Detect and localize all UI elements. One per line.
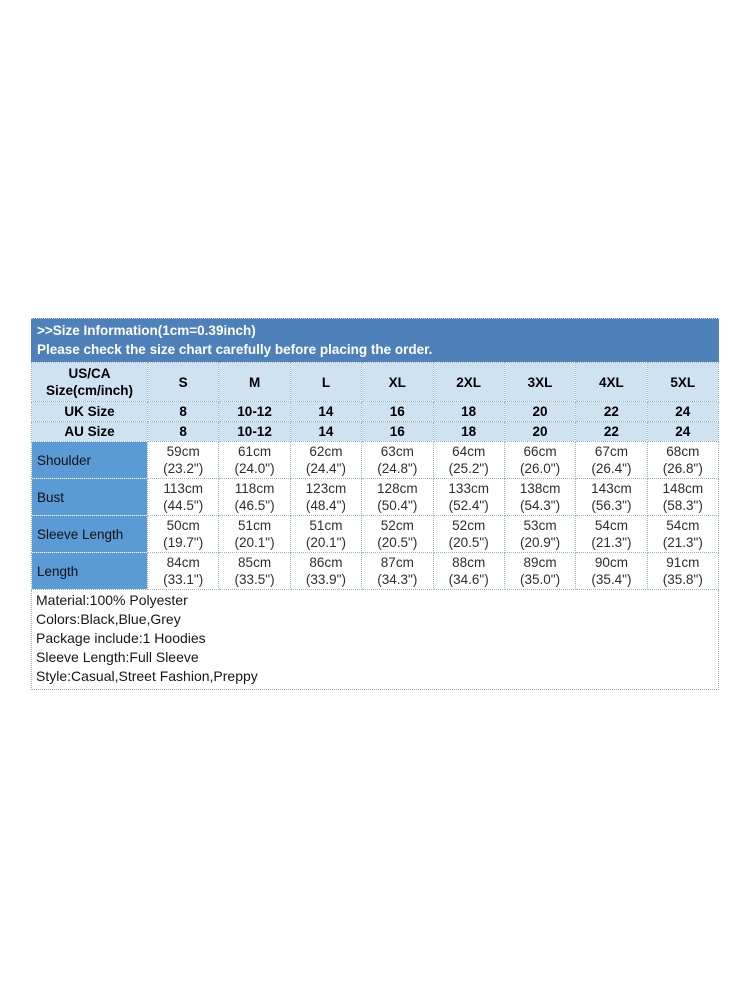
measurement-cell: 138cm (54.3") bbox=[504, 479, 575, 516]
measurement-cell: 148cm (58.3") bbox=[647, 479, 718, 516]
banner-title: >>Size Information(1cm=0.39inch) bbox=[37, 323, 256, 338]
au-size-cell: 20 bbox=[504, 422, 575, 442]
au-size-cell: 14 bbox=[290, 422, 361, 442]
uk-size-cell: 14 bbox=[290, 402, 361, 422]
measurement-cell: 90cm (35.4") bbox=[576, 553, 647, 590]
measurement-cell: 52cm (20.5") bbox=[433, 516, 504, 553]
measurement-row-shoulder bbox=[32, 442, 719, 479]
note-sleeve: Sleeve Length:Full Sleeve bbox=[36, 649, 199, 665]
measurement-label: Shoulder bbox=[32, 442, 148, 479]
measurement-cell: 143cm (56.3") bbox=[576, 479, 647, 516]
uk-size-cell: 16 bbox=[362, 402, 433, 422]
measurement-cell: 85cm (33.5") bbox=[219, 553, 290, 590]
uk-size-cell: 22 bbox=[576, 402, 647, 422]
measurement-cell: 52cm (20.5") bbox=[362, 516, 433, 553]
measurement-cell: 53cm (20.9") bbox=[504, 516, 575, 553]
au-size-row bbox=[32, 422, 719, 442]
note-colors: Colors:Black,Blue,Grey bbox=[36, 611, 181, 627]
measurement-cell: 51cm (20.1") bbox=[290, 516, 361, 553]
measurement-cell: 67cm (26.4") bbox=[576, 442, 647, 479]
uk-size-label: UK Size bbox=[32, 402, 148, 422]
measurement-cell: 86cm (33.9") bbox=[290, 553, 361, 590]
size-column-header: M bbox=[219, 363, 290, 402]
note-style: Style:Casual,Street Fashion,Preppy bbox=[36, 668, 258, 684]
size-header-row bbox=[32, 363, 719, 402]
measurement-cell: 87cm (34.3") bbox=[362, 553, 433, 590]
uk-size-row bbox=[32, 402, 719, 422]
uk-size-cell: 20 bbox=[504, 402, 575, 422]
measurement-cell: 91cm (35.8") bbox=[647, 553, 718, 590]
measurement-cell: 54cm (21.3") bbox=[647, 516, 718, 553]
corner-cell bbox=[32, 363, 148, 402]
uk-size-cell: 10-12 bbox=[219, 402, 290, 422]
uk-size-cell: 24 bbox=[647, 402, 718, 422]
banner-subtitle: Please check the size chart carefully before placing the order. bbox=[37, 342, 433, 357]
size-info-banner bbox=[31, 318, 719, 362]
measurement-label: Bust bbox=[32, 479, 148, 516]
measurement-label: Length bbox=[32, 553, 148, 590]
measurement-cell: 62cm (24.4") bbox=[290, 442, 361, 479]
uk-size-cell: 18 bbox=[433, 402, 504, 422]
corner-label-line1: US/CA bbox=[68, 366, 111, 381]
measurement-cell: 64cm (25.2") bbox=[433, 442, 504, 479]
measurement-cell: 128cm (50.4") bbox=[362, 479, 433, 516]
measurement-cell: 118cm (46.5") bbox=[219, 479, 290, 516]
note-material: Material:100% Polyester bbox=[36, 592, 188, 608]
measurement-label: Sleeve Length bbox=[32, 516, 148, 553]
size-information-section bbox=[31, 318, 719, 690]
measurement-cell: 68cm (26.8") bbox=[647, 442, 718, 479]
uk-size-cell: 8 bbox=[148, 402, 219, 422]
size-column-header: 4XL bbox=[576, 363, 647, 402]
measurement-row-length bbox=[32, 553, 719, 590]
measurement-row-sleeve-length bbox=[32, 516, 719, 553]
size-table bbox=[31, 362, 719, 590]
au-size-cell: 8 bbox=[148, 422, 219, 442]
measurement-cell: 113cm (44.5") bbox=[148, 479, 219, 516]
measurement-cell: 63cm (24.8") bbox=[362, 442, 433, 479]
au-size-cell: 24 bbox=[647, 422, 718, 442]
size-column-header: 3XL bbox=[504, 363, 575, 402]
au-size-cell: 16 bbox=[362, 422, 433, 442]
size-column-header: 5XL bbox=[647, 363, 718, 402]
size-column-header: L bbox=[290, 363, 361, 402]
au-size-cell: 10-12 bbox=[219, 422, 290, 442]
product-notes bbox=[31, 590, 719, 690]
measurement-cell: 84cm (33.1") bbox=[148, 553, 219, 590]
au-size-label: AU Size bbox=[32, 422, 148, 442]
measurement-cell: 66cm (26.0") bbox=[504, 442, 575, 479]
measurement-row-bust bbox=[32, 479, 719, 516]
size-column-header: 2XL bbox=[433, 363, 504, 402]
au-size-cell: 18 bbox=[433, 422, 504, 442]
size-column-header: S bbox=[148, 363, 219, 402]
corner-label-line2: Size(cm/inch) bbox=[45, 383, 134, 398]
au-size-cell: 22 bbox=[576, 422, 647, 442]
measurement-cell: 88cm (34.6") bbox=[433, 553, 504, 590]
note-package: Package include:1 Hoodies bbox=[36, 630, 206, 646]
measurement-cell: 123cm (48.4") bbox=[290, 479, 361, 516]
measurement-cell: 59cm (23.2") bbox=[148, 442, 219, 479]
measurement-cell: 51cm (20.1") bbox=[219, 516, 290, 553]
measurement-cell: 61cm (24.0") bbox=[219, 442, 290, 479]
measurement-cell: 89cm (35.0") bbox=[504, 553, 575, 590]
measurement-cell: 50cm (19.7") bbox=[148, 516, 219, 553]
measurement-cell: 133cm (52.4") bbox=[433, 479, 504, 516]
measurement-cell: 54cm (21.3") bbox=[576, 516, 647, 553]
size-column-header: XL bbox=[362, 363, 433, 402]
